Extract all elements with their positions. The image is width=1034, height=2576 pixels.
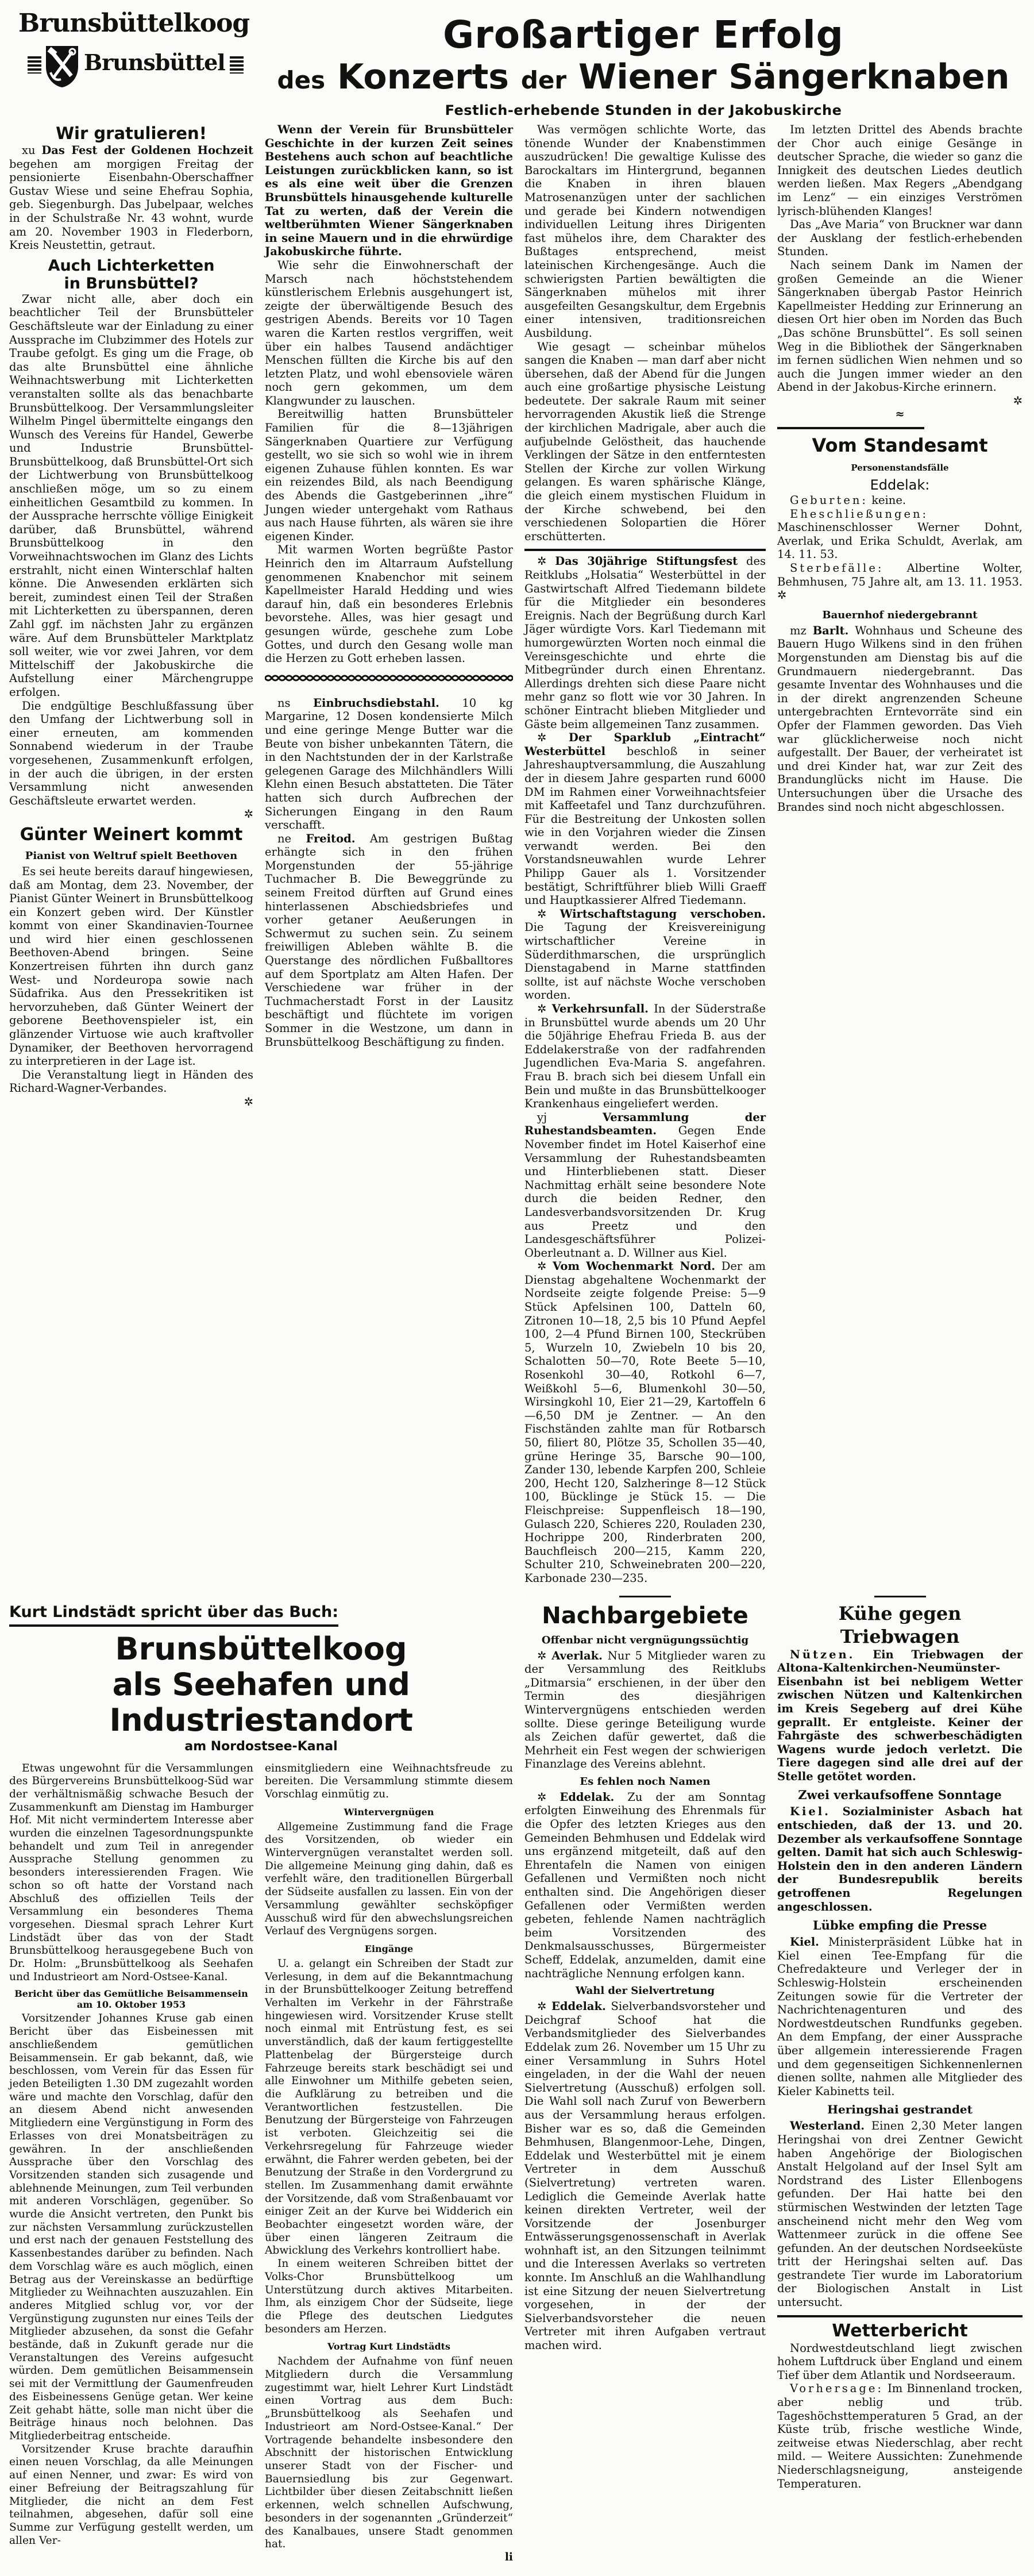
subtitle-sielvertretung: Wahl der Sielvertretung (575, 1985, 715, 1997)
standesamt-sterbefaelle: Sterbefälle: Albertine Wolter, Behmhusen, 75 Jahre alt, am 13. 11. 1953. ✲ (777, 561, 1023, 602)
lindstaedt-p5: Allgemeine Zustimmung fand die Frage des Vorsitzenden, ob wieder ein Wintervergnügen veranstaltet werden soll. Die allgemeine Meinung ging dahin, daß es verfehlt wäre, den traditionellen Bürgerball der Südseite ausfallen zu lassen. Ein von der Versammlung gewählter sechsköpfiger Ausschuß wird für den abwechslungsreichen Verlauf des Vergnügens sorgen. (265, 1820, 513, 1938)
sielvertretung-article: ✲ Eddelak. Sielverbandsvorsteher und Deichgraf Schoof hat die Verbandsmitglieder des Sielverbandes Eddelak zum 26. November um 15 Uhr zu einer Versammlung in Suhrs Hotel eingeladen, in der die Wahl der neuen Sielvertretung (Ausschuß) erfolgen soll. Die Wahl soll nach Zuruf von Bewerbern aus der Versammlung heraus erfolgen. Bisher war es so, daß die Gemeinden Behmhusen, Blangenmoor-Lehe, Dingen, Eddelak und Westerbüttel mit je einem Vertreter in dem Ausschuß (Sielvertretung) vertreten waren. Lediglich die Gemeinde Averlak hatte keinen direkten Vertreter, weil der Vorsitzende der Josenburger Entwässerungsgenossenschaft in Averlak wohnhaft ist, an den Sitzungen teilnimmt und die Interessen Averlaks so vertreten konnte. Im Anschluß an die Wahlhandlung ist eine Sitzung der neuen Sielvertretung vorgesehen, in der der Sielverbandsvorsteher die neuen Vertreter mit ihren Aufgaben vertraut machen wird. (524, 2000, 766, 2352)
section-divider (619, 1596, 671, 1597)
wochenmarkt-article: ✲ Vom Wochenmarkt Nord. Der am Dienstag abgehaltene Wochenmarkt der Nordseite zeigte folgende Preise: 5—9 Stück Apfelsinen 100, Datteln 60, Zitronen 10—18, 2,5 bis 10 Pfund Aepfel 100, 2—4 Pfund Birnen 100, Steckrüben 5, Wurzeln 10, Zwiebeln 10 bis 20, Schalotten 50—70, Rote Beete 5—10, Rosenkohl 30—40, Rotkohl 6—7, Weißkohl 5—6, Blumenkohl 30—50, Wirsingkohl 10, Eier 21—29, Kartoffeln 6—6,50 DM je Zentner. — An den Fischständen zahlte man für Rotbarsch 50, filiert 80, Plötze 35, Schollen 35—40, grüne Heringe 35, Barsche 90—100, Zander 130, lebende Karpfen 200, Schleie 200, Hecht 120, Salzheringe 8—12 Stück 100, Bücklinge je Stück 15. — Die Fleischpreise: Suppenfleisch 18—190, Gulasch 220, Schieres 220, Rouladen 230, Hochrippe 200, Rinderbraten 200, Bauchfleisch 200—215, Kamm 220, Schulter 210, Schweinebraten 200—220, Karbonade 230—235. (524, 1260, 766, 1585)
section-divider (524, 549, 766, 551)
title-heringshai: Heringshai gestrandet (827, 2103, 973, 2117)
averlak-article: ✲ Averlak. Nur 5 Mitglieder waren zu der Versammlung des Reitklubs „Ditmarsia“ erschienen, in der über den Termin des diesjährigen Wintervergnügens entschieden werden sollte. Diese geringe Beteiligung wurde als Zeichen dafür gewertet, daß die Mehrheit ein Fest wegen der schwierigen Finanzlage des Vereins ablehnt. (524, 1649, 766, 1771)
lindstaedt-p6: U. a. gelangt ein Schreiben der Stadt zur Verlesung, in dem auf die Bekanntmachung in der Brunsbüttelkooger Zeitung betreffend Verhalten im Verkehr in der Fährstraße hingewiesen wird. Vorsitzender Kruse stellt noch einmal mit Entrüstung fest, es sei unverständlich, daß der kaum fertiggestellte Plattenbelag der Bürgersteige durch Fahrzeuge bereits stark beschädigt sei und alle Einwohner um Mithilfe gebeten seien, die Aufklärung zu betreiben und die Verantwortlichen festzustellen. Die Benutzung der Bürgersteige von Fahrzeugen ist verboten. Gleichzeitig sei die Verkehrsregelung für Fahrzeuge wieder erwähnt, die Fahrer werden gebeten, bei der Benutzung der Straße in den Vordergrund zu stellen. Im Zusammenhang damit erwähnte der Vorsitzende, daß vom Straßenbauamt vor einiger Zeit an der Kurve bei Widderich ein Beobachter eingesetzt worden wäre, der über einen längeren Zeitraum die Abwicklung des Verkehrs kontrolliert habe. (265, 1957, 513, 2257)
konzert-p9: Nach seinem Dank im Namen der großen Gemeinde an die Wiener Sängerknaben übergab Pastor Heinrich Kapellmeister Hedding zur Erinnerung an diesen Ort hier oben im Norden das Buch „Das schöne Brunsbüttel“. Es soll seinen Weg in die Bibliothek der Sängerknaben im fernen südlichen Wien nehmen und so auch die Jungen immer wieder an den Abend in der Jakobus-Kirche erinnern. (777, 258, 1023, 394)
article-title-weinert: Günter Weinert kommt (20, 824, 243, 845)
header-band (9, 6, 1025, 120)
standesamt-eheschliessungen: Eheschließungen: Maschinenschlosser Werner Dohnt, Averlak, und Erika Schuldt, Averlak, am 14. 11. 53. (777, 507, 1023, 561)
sonntage-article: Kiel. Sozialminister Asbach hat entschieden, daß der 13. und 20. Dezember als verkaufsoffene Sonntage gelten. Damit hat sich auch Schleswig-Holstein den in den anderen Ländern der Bundesrepublik bereits getroffenen Regelungen angeschlossen. (777, 1805, 1023, 1913)
anchor-hammer-shield-icon (44, 44, 80, 88)
wetter-p2: Vorhersage: Im Binnenland trocken, aber neblig und trüb. Tageshöchsttemperaturen 5 Grad, an der Küste trüb, frische westliche Winde, zeitweise etwas Niederschlag, aber recht mild. — Weitere Aussichten: Zunehmende Niederschlagsneigung, ansteigende Temperaturen. (777, 2382, 1023, 2490)
lindstaedt-p1: Etwas ungewohnt für die Versammlungen des Bürgervereins Brunsbüttelkoog-Süd war der verhältnismäßig schwache Besuch der Zusammenkunft am Dienstag im Hamburger Hof. Mit nicht vermindertem Interesse aber wurden die einzelnen Tagesordnungspunkte behandelt und zum Teil in anregender Aussprache Stellung genommen zu besonders interessierenden Fragen. Wie schon so oft hatte der Vorstand nach Abschluß des offiziellen Teils der Versammlung ein besonderes Thema vorgesehen. Diesmal sprach Lehrer Kurt Lindstädt über das von der Stadt Brunsbüttelkoog herausgegebene Buch von Dr. Holm: „Brunsbüttelkoog als Seehafen und Industrieort am Nord-Ostsee-Kanal. (9, 1762, 253, 1983)
standesamt-subtitle: Personenstandsfälle (851, 463, 949, 473)
column-3-top (524, 123, 766, 1585)
masthead (9, 6, 250, 92)
konzert-p2: Wie sehr die Einwohnerschaft der Marsch nach höchststehendem künstlerischem Erlebnis ausgehungert ist, zeigte der überwältigende Besuch des gestrigen Abends. Bereits vor 10 Tagen waren die Karten restlos vergriffen, weit über ein halbes Tausend andächtiger Menschen füllten die Kirche bis auf den letzten Platz, und wohl ebensoviele wären noch gern gekommen, um dem Klangwunder zu lauschen. (265, 258, 513, 407)
subtitle-beisammensein: Bericht über das Gemütliche Beisammensein am 10. Oktober 1953 (14, 1988, 248, 2011)
section-title-standesamt: Vom Standesamt (812, 434, 988, 457)
kuehe-article: Nützen. Ein Triebwagen der Altona-Kaltenkirchen-Neumünster-Eisenbahn ist bei nebligem Wetter zwischen Nützen und Kaltenkirchen im Kreis Segeberg auf drei Kühe geprallt. Er entgleiste. Keiner der Fahrgäste des schwerbeschädigten Wagens wurde jedoch verletzt. Die Tiere dagegen sind alle drei auf der Stelle getötet worden. (777, 1647, 1023, 1783)
lindstaedt-section (9, 1588, 513, 2565)
lindstaedt-p4: einsmitgliedern eine Weihnachtsfreude zu bereiten. Die Versammlung stimmte diesem Vorschlag einmütig zu. (265, 1762, 513, 1800)
section-divider (777, 2315, 1023, 2317)
title-bauernhof: Bauernhof niedergebrannt (822, 609, 978, 621)
title-sonntage: Zwei verkaufsoffene Sonntage (798, 1788, 1002, 1803)
konzert-p8: Das „Ave Maria“ von Bruckner war dann der Ausklang der festlich-erhebenden Stunden. (777, 218, 1023, 259)
sparklub-article: ✲ Der Sparklub „Eintracht“ Westerbüttel beschloß in seiner Jahreshauptversammlung, die Auszahlung der in diesem Jahre gesparten rund 6000 DM im Rahmen einer Vorweihnachtsfeier mit Kaffeetafel und Tanz durchzuführen. Für die Bestreitung der Unkosten sollen wie in den Vorjahren wieder die Zinsen verwandt werden. Bei den Vorstandsneuwahlen wurde Lehrer Philipp Gauer als 1. Vorsitzender bestätigt, Schriftführer blieb Willi Graeff und Hauptkassierer Alfred Tiedemann. (524, 731, 766, 907)
masthead-title-brunsbuettelkoog: Brunsbüttelkoog (18, 9, 250, 38)
headline-der: der (520, 66, 567, 94)
masthead-title-brunsbuettel: Brunsbüttel (84, 49, 225, 75)
section-divider (874, 1596, 926, 1597)
article-gratulieren-text: xu Das Fest der Goldenen Hochzeit begehen am morgigen Freitag der pensionierte Eisenbahn-Oberschaffner Gustav Wiese und seine Ehefrau Sophia, geb. Siegenburgh. Das Jubelpaar, welches in der Schulstraße Nr. 43 wohnt, wurde am 20. November 1903 in Flederborn, Kreis Neustettin, getraut. (9, 144, 253, 252)
heringshai-article: Westerland. Einen 2,30 Meter langen Heringshai von drei Zentner Gewicht haben Angehörige der Biologischen Anstalt Helgoland auf der Insel Sylt am Nordstrand des Lister Ellenbogens gefunden. Der Hai hatte bei den stürmischen Westwinden der letzten Tage anscheinend nicht mehr den Weg vom Wattenmeer zurück in die offene See gefunden. An der deutschen Nordseeküste tritt der Heringshai selten auf. Das gestrandete Tier wurde im Laboratorium der Biologischen Anstalt in List untersucht. (777, 2119, 1023, 2309)
ruhestand-article: yj Versammlung der Ruhestandsbeamten. Gegen Ende November findet im Hotel Kaiserhof eine Versammlung der Ruhestandsbeamten und Hinterbliebenen statt. Dieser Nachmittag erhält seine besondere Note durch die beiden Redner, den Landesverbandsvorsitzenden Dr. Krug aus Preetz und den Landesgeschäftsführer Polizei-Oberleutnant a. D. Willner aus Kiel. (524, 1110, 766, 1260)
luebke-article: Kiel. Ministerpräsident Lübke hat in Kiel einen Tee-Empfang für die Chefredakteure und Verleger der in Schleswig-Holstein erscheinenden Zeitungen sowie für die Vertreter der Nachrichtenagenturen und des Nordwestdeutschen Rundfunks gegeben. An dem Empfang, der einer Aussprache über allgemein interessierende Fragen und dem gegenseitigen Sichkennenlernen dienen sollte, nahmen alle Mitglieder des Kieler Kabinetts teil. (777, 1935, 1023, 2098)
lindstaedt-p3: Vorsitzender Kruse brachte daraufhin einen neuen Vorschlag, da alle Meinungen auf einen Nenner, und zwar: Es wird von einer Befreiung der Beitragszahlung für Mitglieder, die nicht an dem Fest teilnahmen, abgesehen, dafür soll eine Summe zur Verfügung gestellt werden, um allen Ver- (9, 2443, 253, 2547)
headline-line-1: Brunsbüttelkoog (115, 1630, 407, 1667)
author-signature: li (504, 2551, 513, 2563)
star-icon: ✲ (1013, 394, 1023, 407)
konzert-p3: Bereitwillig hatten Brunsbütteler Familien für die 8—13jährigen Sängerknaben Quartiere zur Verfügung gestellt, wo sie sich so wohl wie in ihrem eigenen Zuhause fühlen konnten. Es war ein reizendes Bild, als nach Beendigung des Abends die Gastgeberinnen „ihre“ Jungen wieder untergehakt vom Rathaus aus nach Hause führten, als wären sie ihre eigenen Kinder. (265, 407, 513, 543)
article-weinert-p2: Die Veranstaltung liegt in Händen des Richard-Wagner-Verbandes. (9, 1068, 253, 1095)
kicker-lindstaedt: Kurt Lindstädt spricht über das Buch: (9, 1603, 338, 1627)
main-headline (262, 6, 1025, 120)
konzert-p4: Mit warmen Worten begrüßte Pastor Heinrich den im Altarraum Aufstellung genommenen Knabenchor mit seinem Kapellmeister Harald Hedding und wies darauf hin, daß ein besonderes Erlebnis bevorstehe. Alles, was hier gesagt und gesungen würde, geschehe zum Lobe Gottes, und durch den Gesang wolle man die Herzen zu Gott erheben lassen. (265, 543, 513, 665)
article-subtitle-weinert: Pianist von Weltruf spielt Beethoven (25, 849, 238, 862)
headline-line-2 (262, 56, 1025, 101)
wirtschaftstagung-article: ✲ Wirtschaftstagung verschoben. Die Tagung der Kreisvereinigung wirtschaftlicher Vereine in Süderdithmarschen, die ursprünglich Dienstagabend in Marne stattfinden sollte, ist auf nächste Woche verschoben worden. (524, 907, 766, 1002)
headline-subtitle: Festlich-erhebende Stunden in der Jakobuskirche (445, 102, 842, 118)
headline-konzerts: Konzerts (337, 57, 509, 97)
lindstaedt-p7: In einem weiteren Schreiben bittet der Volks-Chor Brunsbüttelkoog um Unterstützung durch aktives Mitarbeiten. Ihm, als einzigem Chor der Südseite, liege die Pflege des deutschen Liedgutes besonders am Herzen. (265, 2258, 513, 2335)
standesamt-geburten: Geburten: keine. (790, 494, 906, 507)
headline-des: des (277, 66, 326, 94)
column-2-lindstaedt (265, 1762, 513, 2565)
headline-line-2: als Seehafen und Industriestandort (109, 1666, 413, 1738)
standesamt-place: Eddelak: (870, 477, 930, 494)
section-divider (777, 427, 924, 429)
bauernhof-article: mz Barlt. Wohnhaus und Scheune des Bauern Hugo Wilkens sind in den frühen Morgenstunden am Dienstag bis auf die Grundmauern niedergebrannt. Das gesamte Inventar des Wohnhauses und die in der direkt angrenzenden Scheune untergebrachten Erntevorräte sind ein Opfer der Flammen geworden. Das Vieh war glücklicherweise noch nicht aufgestallt. Der Bauer, der verheiratet ist und drei Kinder hat, war zur Zeit des Brandunglücks nicht im Hause. Die Untersuchungen über die Ursache des Brandes sind noch nicht abgeschlossen. (777, 623, 1023, 814)
banner-left-icon (28, 56, 41, 74)
headline-line-3: am Nordostsee-Kanal (184, 1739, 338, 1754)
star-icon: ✲ (244, 1095, 253, 1108)
star-icon: ✲ (244, 807, 253, 821)
column-3-nachbargebiete (524, 1588, 766, 2352)
lower-band (9, 1588, 1025, 2565)
article-lichterketten-p2: Die endgültige Beschlußfassung über den Umfang der Lichtwerbung soll in einer erneuten, am kommenden Sonnabend wiederum in der Traube vorgesehenen, Zusammenkunft erfolgen, in der auch die übrigen, in der ersten Versammlung nicht anwesenden Geschäftsleute erwartet werden. (9, 699, 253, 807)
wetter-p1: Nordwestdeutschland liegt zwischen hohem Luftdruck über England und einem Tief über dem Atlantik und Nordseeraum. (777, 2341, 1023, 2382)
subtitle-eingaenge: Eingänge (364, 1943, 414, 1954)
konzert-lead: Wenn der Verein für Brunsbütteler Geschichte in der kurzen Zeit seines Bestehens auch schon auf beachtliche Leistungen zurückblicken kann, so ist es als eine weit über die Grenzen Brunsbüttels hinausgehende kulturelle Tat zu werten, daß der Verein die weltberühmten Wiener Sängerknaben in seine Mauern und in die ehrwürdige Jakobuskirche führte. (265, 123, 513, 259)
column-2-top (265, 123, 513, 1049)
headline-line-1: Großartiger Erfolg (443, 13, 844, 57)
lindstaedt-p8: Nachdem der Aufnahme von fünf neuen Mitgliedern durch die Versammlung zugestimmt war, hielt Lehrer Kurt Lindstädt einen Vortrag aus dem Buch: „Brunsbüttelkoog als Seehafen und Industrieort am Nord-Ostsee-Kanal.“ Der Vortragende behandelte insbesondere den Abschnitt der historischen Entwicklung unserer Stadt von der Fischer- und Bauernsiedlung bis zur Gegenwart. Lichtbilder über diesen Zeitabschnitt ließen erkennen, welch schnellen Aufschwung, besonders in der sogenannten „Gründerzeit“ des Kanalbaues, unsere Stadt genommen hat. (265, 2355, 513, 2551)
article-lichterketten-p1: Zwar nicht alle, aber doch ein beachtlicher Teil der Brunsbütteler Geschäftsleute war der Einladung zu einer Aussprache im Clubzimmer des Hotels zur Traube gefolgt. Es ging um die Frage, ob das alte Brunsbüttel eine ähnliche Weihnachtswerbung mit Lichterketten veranstalten sollte als das benachbarte Brunsbüttelkoog. Der Versammlungsleiter Wilhelm Pingel übermittelte eingangs den Wunsch des Vereins für Handel, Gewerbe und Industrie Brunsbüttel-Brunsbüttelkoog, daß Brunsbüttel-Ort sich der Lichtwerbung von Brunsbüttelkoog anschließen möge, um so zu einem einheitlichen Gesamtbild zu kommen. In der Aussprache herrschte völlige Einigkeit darüber, daß Brunsbüttel, während Brunsbüttelkoog in den Vorweihnachtswochen im Glanz des Lichts erstrahlt, nicht einen Winterschlaf halten könne. Die Anwesenden erklärten sich bereit, zumindest einen Teil der Straßen mit Lichterketten zu überspannen, deren Zahl ggf. im nächsten Jahr zu ergänzen wäre. Auf dem Brunsbütteler Marktplatz soll weiter, wie vor zwei Jahren, vor dem Mittelschiff der Jakobuskirche die Aufstellung einer Märchengruppe erfolgen. (9, 292, 253, 699)
lindstaedt-p2: Vorsitzender Johannes Kruse gab einen Bericht über das Eisbeinessen mit anschließendem gemütlichen Beisammensein. Er gab bekannt, daß, wie beschlossen, vom Verein für das Essen für jeden Beteiligten 1.30 DM zugezahlt worden wäre und machte den Vorschlag, dafür den an diesem Abend nicht anwesenden Mitgliedern eine Vergünstigung in Form des Erlasses von drei Monatsbeiträgen zu gewähren. In der anschließenden Aussprache über den Vorschlag des Vorsitzenden standen sich zusagende und ablehnende Meinungen, zum Teil verbunden mit anderen Vorschlägen, gegenüber. So wurde die Ansicht vertreten, den Punkt bis zur nächsten Versammlung zurückzustellen und erst nach der genauen Feststellung des Kassenbestandes darüber zu befinden. Nach dem Vorschlag wäre es auch möglich, einen Betrag aus der Vereinskasse an bedürftige Mitglieder zu Weihnachten auszuzahlen. Ein anderes Mitglied schlug vor, vor der Vergünstigung zugunsten nur eines Teils der Mitglieder abzusehen, da sonst die Gefahr bestände, daß in Zukunft gerade nur die Veranstaltungen des Vereins aufgesucht würden. Dem gemütlichen Beisammensein sei mit der Vermittlung der Gaumenfreuden des Eisbeinessens Genüge getan. Wer keine Zeit gehabt hätte, solle man nicht über die Beiträge hinaus noch belohnen. Das Mitgliederbeitrag entscheide. (9, 2012, 253, 2442)
konzert-p7: Im letzten Drittel des Abends brachte der Chor auch einige Gesänge in deutscher Sprache, die wieder so ganz die Innigkeit des deutschen Liedes deutlich werden ließen. Max Regers „Abendgang im Lenz“ — ein einziges Verströmen lyrisch-blühenden Klanges! (777, 123, 1023, 218)
freitod-article: ne Freitod. Am gestrigen Bußtag erhängte sich in den frühen Morgenstunden der 55-jährige Tuchmacher B. Die Beweggründe zu seinem Freitod dürften auf Grund eines hinterlassenen Abschiedsbriefes und vorher getaner Aeußerungen in Schwermut zu suchen sein. Zu seinem freiwilligen Ableben wählte B. die Querstange des nördlichen Fußballtores auf dem Sportplatz am Alten Hafen. Der Verschiedene war früher in der Tuchmacherstadt Forst in der Lausitz beschäftigt und flüchtete im vorigen Sommer in die Westzone, um dann in Brunsbüttelkoog Beschäftigung zu finden. (265, 831, 513, 1049)
upper-columns-band (9, 123, 1025, 1585)
lindstaedt-columns (9, 1762, 513, 2565)
banner-right-icon (230, 56, 244, 74)
konzert-p6: Wie gesagt — scheinbar mühelos sangen die Knaben — man darf aber nicht übersehen, daß der Abend für die Jungen auch eine großartige physische Leistung bedeutete. Der sakrale Raum mit seiner hervorragenden Akustik ließ die Strenge der kirchlichen Madrigale, aber auch die aufjubelnde Gelöstheit, das hauchende Verklingen der Sätze in den entferntesten Stellen der Kirche zur vollen Wirkung gelangen. Es waren sphärische Klänge, die gleich einem mystischen Fluidum in der Kirche schwebend, bei den verschiedenen Solopartien die Hörer erschütterten. (524, 340, 766, 543)
eddelak-namen-article: ✲ Eddelak. Zu der am Sonntag erfolgten Einweihung des Ehrenmals für die Opfer des letzten Krieges aus den Gemeinden Behmhusen und Eddelak wird uns ergänzend mitgeteilt, daß auf den Ehrentafeln die Namen von einigen Gefallenen und Vermißten noch nicht enthalten sind. Die Angehörigen dieser Gefallenen oder Vermißten werden gebeten, fehlende Namen nachträglich beim Vorsitzenden des Denkmalsausschusses, Bürgermeister Scheff, Eddelak, anzumelden, damit eine nachträgliche Nennung erfolgen kann. (524, 1790, 766, 1980)
subtitle-wintervergnuegen: Wintervergnügen (344, 1806, 434, 1818)
article-title-gratulieren: Wir gratulieren! (56, 124, 207, 143)
headline-wiener-saengerknaben: Wiener Sängerknaben (578, 57, 1010, 97)
section-title-nachbargebiete: Nachbargebiete (542, 1602, 749, 1629)
headline-brunsbuettelkoog-seehafen (9, 1631, 513, 1755)
konzert-p5: Was vermögen schlichte Worte, das tönende Wunder der Knabenstimmen auszudrücken! Die gewaltige Kulisse des Barockaltars im Hintergrund, begannen die Knaben in ihren blauen Matrosenanzügen unter der sachlichen und gerade bei Kindern notwendigen individuellen Leitung ihres Dirigenten fast mühelos ihre, dem Charakter des Bußtages entsprechend, meist lateinischen Kirchengesänge. Auch die schwierigsten Partien bewältigten die Sängerknaben mühelos mit ihrer ausgefeilten Gesangskultur, dem Ergebnis einer intensiven, traditionsreichen Ausbildung. (524, 123, 766, 340)
title-kuehe: Kühe gegen Triebwagen (838, 1602, 962, 1647)
title-wetterbericht: Wetterbericht (832, 2320, 968, 2341)
article-title-lichterketten: Auch Lichterketten in Brunsbüttel? (48, 256, 215, 292)
column-1-lindstaedt (9, 1762, 253, 2548)
wave-ornament-icon: ≈ (895, 407, 905, 421)
column-1-top (9, 123, 253, 1109)
title-luebke: Lübke empfing die Presse (812, 1918, 987, 1933)
verkehrsunfall-article: ✲ Verkehrsunfall. In der Süderstraße in Brunsbüttel wurde abends um 20 Uhr die 50jährige Ehefrau Frieda B. aus der Eddelakerstraße von der radfahrenden Jugendlichen Eva-Maria S. angefahren. Frau B. brach sich bei diesem Unfall ein Bein und mußte in das Brunsbüttelkooger Krankenhaus eingeliefert werden. (524, 1002, 766, 1111)
subtitle-vortrag: Vortrag Kurt Lindstädts (327, 2341, 451, 2352)
holsatia-article: ✲ Das 30jährige Stiftungsfest des Reitklubs „Holsatia“ Westerbüttel in der Gastwirtschaft Alfred Tiedemann bildete für die Mitglieder ein besonderes Ereignis. Nach der Begrüßung durch Karl Jäger würdigte Vors. Karl Tiedemann mit humorgewürzten Worten noch einmal die Vereinsgeschichte und ehrte die Mitbegründer durch einen Ehrentanz. Allerdings drehten sich diese Paare nicht mehr ganz so flott wie vor 30 Jahren. In schöner Eintracht blieben Mitglieder und Gäste beim allgemeinen Tanz zusammen. (524, 555, 766, 731)
einbruch-article: ns Einbruchsdiebstahl. 10 kg Margarine, 12 Dosen kondensierte Milch und eine geringe Menge Butter war die Beute von bisher unbekannten Tätern, die in den Nachtstunden der in der Karlstraße gelegenen Garage des Milchhändlers Willi Klehn einen Besuch abstatteten. Die Täter hatten sich durch Aufbrechen der Sicherungen Eingang in den Raum verschafft. (265, 696, 514, 832)
article-weinert-p1: Es sei heute bereits darauf hingewiesen, daß am Montag, dem 23. November, der Pianist Günter Weinert in Brunsbüttelkoog ein Konzert geben wird. Der Künstler kommt von einer Skandinavien-Tournee und wird hier einen geschlossenen Beethoven-Abend bringen. Seine Konzertreisen führten ihn durch ganz West- und Nordeuropa sowie nach Südafrika. Aus den Pressekritiken ist hervorzuheben, daß Günter Weinert der geborene Beethovenspieler ist, ein glänzender Virtuose wie auch kraftvoller Dynamiker, der Beethoven hervorragend zu interpretieren in der Lage ist. (9, 864, 253, 1068)
column-4-lower (777, 1588, 1023, 2491)
chain-ornament-icon (265, 673, 513, 683)
subtitle-vergnuegung: Offenbar nicht vergnügungssüchtig (541, 1634, 749, 1646)
subtitle-namen: Es fehlen noch Namen (580, 1775, 711, 1788)
column-4-top (777, 123, 1023, 814)
